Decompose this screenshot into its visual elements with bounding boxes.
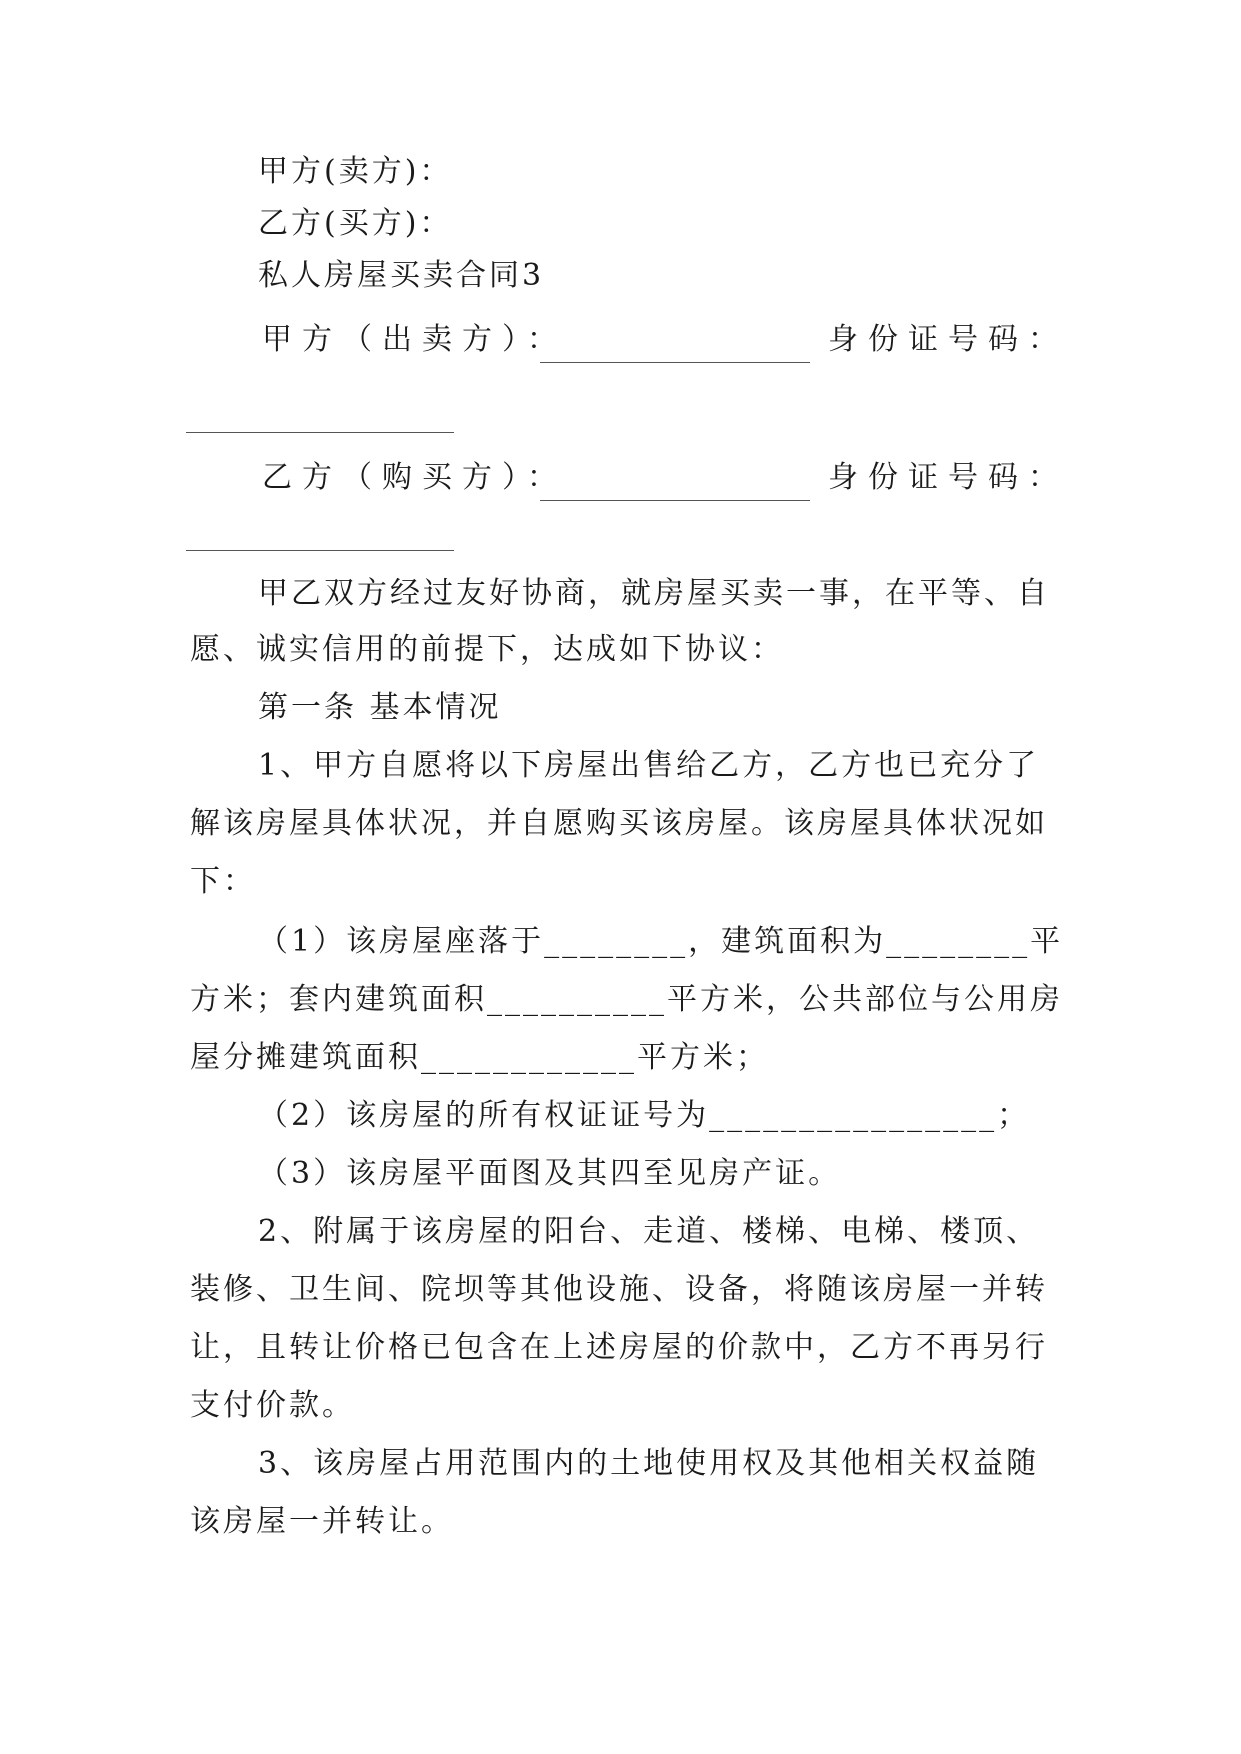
clause-line: 下： [190,864,256,899]
article-heading: 第一条 基本情况 [258,690,502,725]
clause-line: 2、附属于该房屋的阳台、走道、楼梯、电梯、楼顶、 [258,1214,1040,1249]
clause-line: 1、甲方自愿将以下房屋出售给乙方，乙方也已充分了 [258,748,1040,783]
clause-line: 该房屋一并转让。 [190,1504,454,1539]
buyer-party-label: 乙方（购买方）： [262,460,567,495]
intro-line: 甲乙双方经过友好协商，就房屋买卖一事，在平等、自 [258,576,1050,611]
item-line: （2）该房屋的所有权证证号为________________； [258,1098,1031,1133]
clause-line: 解该房屋具体状况，并自愿购买该房屋。该房屋具体状况如 [190,806,1048,841]
seller-header-label: 甲方(卖方)： [258,154,453,189]
intro-line: 愿、诚实信用的前提下，达成如下协议： [190,632,784,667]
seller-id-blank [186,432,454,433]
item-line: （3）该房屋平面图及其四至见房产证。 [258,1156,842,1191]
clause-line: 支付价款。 [190,1388,355,1423]
clause-line: 让，且转让价格已包含在上述房屋的价款中，乙方不再另行 [190,1330,1048,1365]
item-line: （1）该房屋座落于________，建筑面积为________平 [258,924,1064,959]
buyer-id-label: 身份证号码： [828,460,1068,495]
seller-id-label: 身份证号码： [828,322,1068,357]
seller-name-blank [540,362,810,363]
document-title: 私人房屋买卖合同3 [258,258,545,293]
buyer-id-blank [186,550,454,551]
item-line: 方米；套内建筑面积__________平方米，公共部位与公用房 [190,982,1063,1017]
buyer-header-label: 乙方(买方)： [258,206,453,241]
seller-party-label: 甲方（出卖方）： [262,322,567,357]
item-line: 屋分摊建筑面积____________平方米； [190,1040,769,1075]
buyer-name-blank [540,500,810,501]
clause-line: 3、该房屋占用范围内的土地使用权及其他相关权益随 [258,1446,1040,1481]
clause-line: 装修、卫生间、院坝等其他设施、设备，将随该房屋一并转 [190,1272,1048,1307]
